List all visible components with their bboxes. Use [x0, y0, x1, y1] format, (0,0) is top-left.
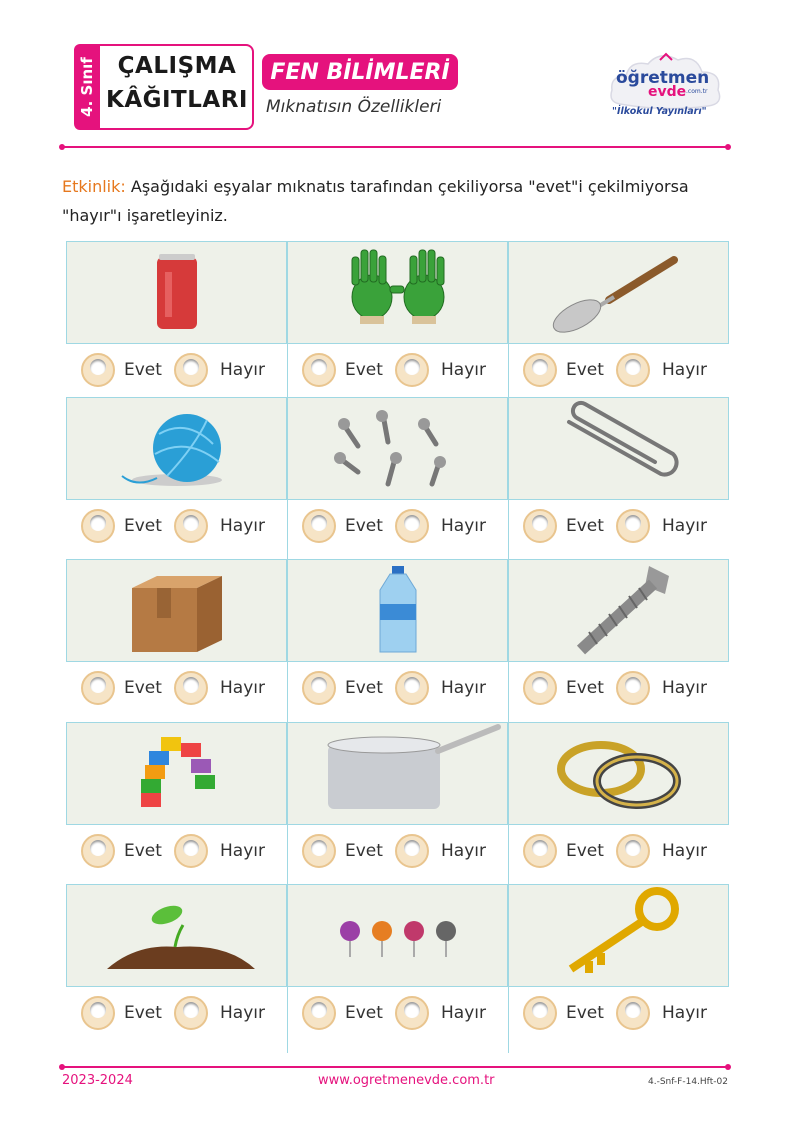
evet-radio[interactable] — [81, 834, 115, 868]
hayir-label: Hayır — [662, 516, 707, 536]
subject-badge: FEN BİLİMLERİ — [262, 54, 458, 90]
hayir-radio[interactable] — [616, 671, 650, 705]
hayir-label: Hayır — [441, 516, 486, 536]
answer-options — [287, 987, 508, 1039]
grade-label-wrap — [74, 44, 100, 130]
hayir-radio[interactable] — [174, 509, 208, 543]
item-cell — [287, 397, 508, 500]
item-cell — [66, 884, 287, 987]
evet-radio[interactable] — [523, 996, 557, 1030]
evet-radio[interactable] — [81, 671, 115, 705]
footer-url[interactable]: www.ogretmenevde.com.tr — [318, 1073, 495, 1088]
evet-label: Evet — [345, 841, 383, 861]
evet-label: Evet — [124, 516, 162, 536]
hayir-radio[interactable] — [616, 509, 650, 543]
hayir-radio[interactable] — [174, 671, 208, 705]
item-cell — [66, 722, 287, 825]
hayir-radio[interactable] — [395, 834, 429, 868]
evet-radio[interactable] — [81, 353, 115, 387]
hayir-radio[interactable] — [395, 509, 429, 543]
divider-dot — [725, 144, 731, 150]
evet-label: Evet — [345, 360, 383, 380]
spoon-icon — [509, 242, 728, 343]
hayir-radio[interactable] — [616, 834, 650, 868]
soda-can-icon — [67, 242, 286, 343]
column-divider — [287, 241, 288, 1053]
footer-divider — [62, 1066, 728, 1068]
paper-clip-icon — [509, 398, 728, 499]
plastic-bottle-icon — [288, 560, 507, 661]
item-cell — [66, 397, 287, 500]
hayir-label: Hayır — [441, 1003, 486, 1023]
evet-label: Evet — [566, 841, 604, 861]
key-icon — [509, 885, 728, 986]
publisher-logo — [606, 46, 726, 130]
push-pins-icon — [288, 885, 507, 986]
hayir-radio[interactable] — [616, 996, 650, 1030]
hayir-label: Hayır — [220, 360, 265, 380]
hayir-radio[interactable] — [395, 671, 429, 705]
hayir-label: Hayır — [220, 841, 265, 861]
evet-label: Evet — [124, 360, 162, 380]
answer-options — [66, 987, 287, 1039]
item-cell — [508, 884, 729, 987]
header-divider — [62, 146, 728, 148]
grade-label: 4. Sınıf — [78, 57, 96, 117]
evet-radio[interactable] — [302, 671, 336, 705]
hayir-radio[interactable] — [174, 834, 208, 868]
evet-label: Evet — [124, 841, 162, 861]
evet-label: Evet — [345, 678, 383, 698]
evet-label: Evet — [566, 1003, 604, 1023]
soil-sprout-icon — [67, 885, 286, 986]
hayir-label: Hayır — [662, 841, 707, 861]
answer-options — [66, 662, 287, 714]
evet-label: Evet — [345, 1003, 383, 1023]
answer-options — [66, 344, 287, 396]
item-cell — [66, 241, 287, 344]
divider-dot — [59, 144, 65, 150]
evet-label: Evet — [124, 678, 162, 698]
hayir-radio[interactable] — [616, 353, 650, 387]
item-cell — [508, 397, 729, 500]
hayir-radio[interactable] — [395, 996, 429, 1030]
evet-radio[interactable] — [523, 509, 557, 543]
item-cell — [287, 884, 508, 987]
evet-label: Evet — [566, 360, 604, 380]
item-cell — [508, 241, 729, 344]
footer-code: 4.-Snf-F-14.Hft-02 — [648, 1077, 728, 1087]
toy-blocks-icon — [67, 723, 286, 824]
evet-radio[interactable] — [302, 353, 336, 387]
topic-title: Mıknatısın Özellikleri — [266, 97, 442, 117]
divider-dot — [725, 1064, 731, 1070]
column-divider — [508, 241, 509, 1053]
evet-label: Evet — [124, 1003, 162, 1023]
answer-options — [508, 500, 729, 552]
evet-radio[interactable] — [81, 996, 115, 1030]
logo-text-2: evde — [648, 84, 687, 100]
answer-options — [66, 825, 287, 877]
activity-label: Etkinlik: — [62, 177, 126, 196]
hayir-label: Hayır — [220, 678, 265, 698]
instruction-text: Aşağıdaki eşyalar mıknatıs tarafından çekiliyorsa "evet"i çekilmiyorsa "hayır"ı işaretleyiniz. — [62, 177, 689, 225]
answer-options — [508, 344, 729, 396]
answer-options — [508, 825, 729, 877]
rings-icon — [509, 723, 728, 824]
logo-domain: .com.tr — [686, 88, 708, 95]
hayir-label: Hayır — [220, 516, 265, 536]
evet-radio[interactable] — [302, 509, 336, 543]
logo-tagline: "İlkokul Yayınları" — [612, 106, 707, 117]
cooking-pot-icon — [288, 723, 507, 824]
logo-text: öğretmen — [616, 68, 710, 88]
evet-radio[interactable] — [523, 671, 557, 705]
answer-options — [287, 344, 508, 396]
evet-radio[interactable] — [302, 996, 336, 1030]
evet-label: Evet — [566, 678, 604, 698]
evet-label: Evet — [566, 516, 604, 536]
evet-radio[interactable] — [523, 834, 557, 868]
instruction — [62, 172, 728, 230]
answer-options — [287, 825, 508, 877]
item-cell — [287, 722, 508, 825]
cardboard-box-icon — [67, 560, 286, 661]
footer-year: 2023-2024 — [62, 1073, 133, 1088]
answer-options — [508, 987, 729, 1039]
evet-radio[interactable] — [523, 353, 557, 387]
evet-label: Evet — [345, 516, 383, 536]
hayir-radio[interactable] — [174, 353, 208, 387]
divider-dot — [59, 1064, 65, 1070]
item-cell — [66, 559, 287, 662]
answer-options — [508, 662, 729, 714]
answer-options — [287, 500, 508, 552]
answer-options — [66, 500, 287, 552]
evet-radio[interactable] — [302, 834, 336, 868]
title-line-1: ÇALIŞMA — [117, 53, 237, 79]
answer-options — [287, 662, 508, 714]
item-cell — [508, 559, 729, 662]
evet-radio[interactable] — [81, 509, 115, 543]
item-cell — [287, 559, 508, 662]
hayir-label: Hayır — [662, 360, 707, 380]
item-cell — [508, 722, 729, 825]
title-line-2: KÂĞITLARI — [106, 87, 248, 113]
gloves-icon — [288, 242, 507, 343]
hayir-label: Hayır — [441, 360, 486, 380]
hayir-radio[interactable] — [174, 996, 208, 1030]
hayir-label: Hayır — [441, 678, 486, 698]
nails-icon — [288, 398, 507, 499]
item-cell — [287, 241, 508, 344]
hayir-label: Hayır — [662, 1003, 707, 1023]
bolt-icon — [509, 560, 728, 661]
yarn-ball-icon — [67, 398, 286, 499]
hayir-label: Hayır — [441, 841, 486, 861]
hayir-label: Hayır — [220, 1003, 265, 1023]
hayir-label: Hayır — [662, 678, 707, 698]
hayir-radio[interactable] — [395, 353, 429, 387]
